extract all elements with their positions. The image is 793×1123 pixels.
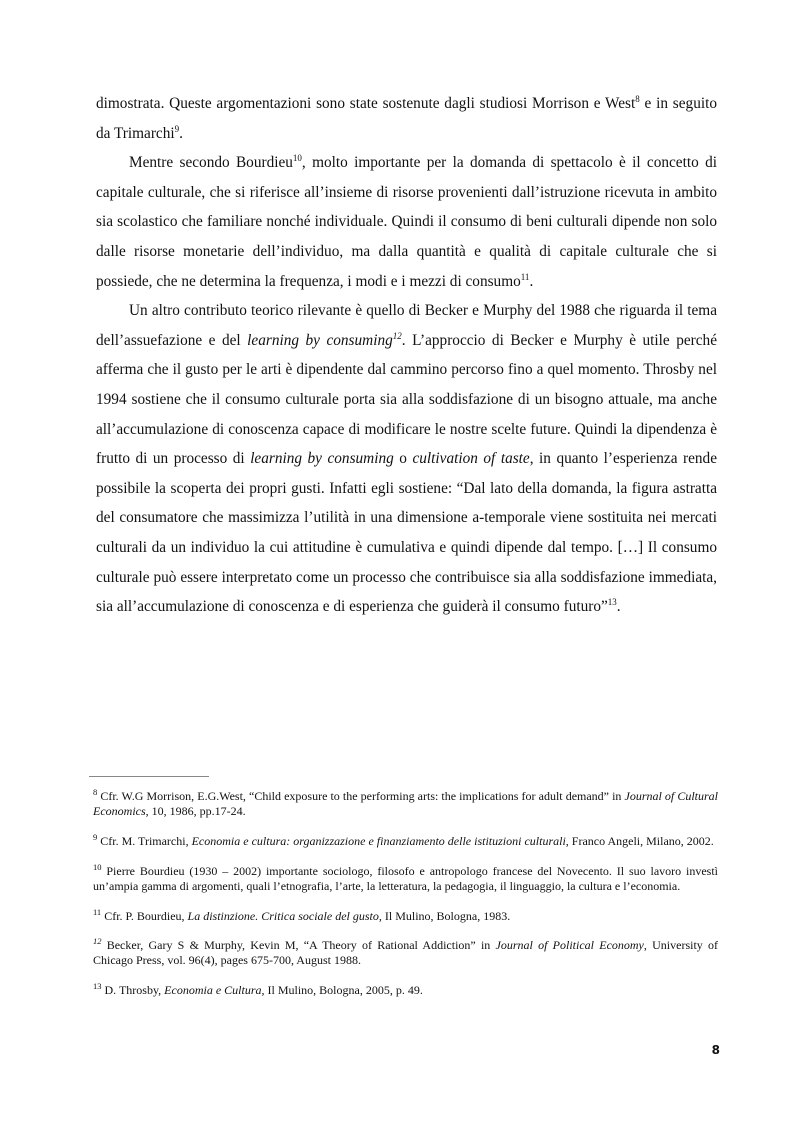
footnote-ref-9[interactable]: 9 (174, 123, 180, 134)
footnote-text: Cfr. P. Bourdieu, (101, 908, 188, 923)
footnote-text: D. Throsby, (101, 983, 165, 998)
body-text (96, 89, 717, 622)
footnote-number: 12 (93, 936, 102, 947)
footnote-text: , University of Chicago Press, vol. 96(4), pages 675-700, August 1988. (93, 938, 719, 968)
footnote-text: , 10, 1986, pp.17-24. (145, 804, 246, 819)
footnotes (93, 789, 718, 1013)
footnote-text: Becker, Gary S & Murphy, Kevin M, “A Theory of Rational Addiction” in (101, 938, 496, 953)
text-run: . (529, 272, 534, 290)
text-run: . (179, 124, 183, 142)
text-run: Mentre secondo Bourdieu (129, 154, 293, 172)
text-run: dimostrata. Queste argomentazioni sono state sostenute dagli studiosi Morrison e West (96, 95, 636, 112)
text-run: e in seguito da Trimarchi (96, 95, 717, 142)
footnote-number: 13 (93, 981, 102, 992)
page-number: 8 (711, 1043, 720, 1057)
footnote-ref-13[interactable]: 13 (607, 597, 617, 608)
footnote-text: Cfr. M. Trimarchi, (97, 833, 192, 848)
footnote-12 (93, 938, 718, 968)
footnote-title: Journal of Political Economy (495, 938, 644, 953)
footnote-11 (93, 906, 718, 924)
footnote-9 (93, 831, 718, 849)
footnote-8 (93, 789, 718, 819)
paragraph-2 (96, 148, 717, 296)
footnote-text: Il Mulino, Bologna, 2005, p. 49. (264, 983, 423, 998)
text-run: o (393, 450, 413, 468)
footnote-text: , Franco Angeli, Milano, 2002. (565, 833, 714, 848)
footnote-number: 11 (93, 906, 102, 917)
footnote-ref-12[interactable]: 12 (392, 330, 402, 341)
footnote-title: Economia e cultura: organizzazione e finanziamento delle istituzioni culturali (191, 833, 566, 848)
text-run: . (616, 598, 621, 616)
footnote-text: Cfr. W.G Morrison, E.G.West, “Child exposure to the performing arts: the implications for adult demand” in (97, 789, 625, 803)
footnote-text: Pierre Bourdieu (1930 – 2002) importante sociologo, filosofo e antropologo francese del Novecento. Il suo lavoro investì un’ampia gamma di argomenti, quali l’etnografia, l’arte, la letteratura, la pedagogia, il linguaggio, la cultura e l’economia. (93, 863, 718, 893)
footnote-ref-11[interactable]: 11 (520, 271, 530, 282)
footnote-text: Il Mulino, Bologna, 1983. (381, 908, 511, 923)
footnote-ref-10[interactable]: 10 (292, 153, 302, 164)
footnote-separator (89, 776, 209, 777)
text-run: , in quanto l’esperienza rende possibile la scoperta dei propri gusti. Infatti egli sostiene: “Dal lato della domanda, la figura astratta del consumatore che massimizza l’utilità in una dimensione a-temporale viene sostituita nei mercati culturali da un individuo la cui attitudine è cumulativa e quindi dipende dal tempo. […] Il consumo culturale può essere interpretato come un processo che contribuisce sia alla soddisfazione immediata, sia all’accumulazione di conoscenza e di esperienza che guiderà il consumo futuro” (96, 450, 717, 616)
footnote-number: 9 (93, 831, 98, 842)
text-run: , molto importante per la domanda di spettacolo è il concetto di capitale culturale, che si riferisce all’insieme di risorse provenienti dall’istruzione ricevuta in ambito sia scolastico che familiare nonché individuale. Quindi il consumo di beni culturali dipende non solo dalle risorse monetarie dell’individuo, ma dalla quantità e qualità di capitale culturale che si possiede, che ne determina la frequenza, i modi e i mezzi di consumo (96, 154, 717, 290)
footnote-number: 10 (93, 861, 102, 872)
footnote-number: 8 (93, 787, 98, 797)
paragraph-1 (96, 89, 717, 148)
footnote-10 (93, 861, 718, 894)
footnote-title: La distinzione. Critica sociale del gusto, (187, 908, 382, 923)
footnote-title: Economia e Cultura, (164, 983, 265, 998)
emphasis-learning-by-consuming: learning by consuming (250, 450, 394, 468)
emphasis-cultivation-of-taste: cultivation of taste (412, 450, 530, 468)
text-run: . L’approccio di Becker e Murphy è utile perché afferma che il gusto per le arti è dipendente dal cammino percorso fino a quel momento. Throsby nel 1994 sostiene che il consumo culturale porta sia alla soddisfazione di un bisogno attuale, ma anche all’accumulazione di conoscenza capace di modificare le nostre scelte future. Quindi la dipendenza è frutto di un processo di (96, 331, 717, 468)
footnote-title: Journal of Cultural Economics (93, 789, 719, 819)
footnote-ref-8[interactable]: 8 (635, 94, 640, 104)
emphasis-learning-by-consuming: learning by consuming (247, 331, 393, 349)
text-run: Un altro contributo teorico rilevante è quello di Becker e Murphy del 1988 che riguarda il tema dell’assuefazione e del (96, 302, 717, 349)
footnote-13 (93, 983, 718, 998)
paragraph-3 (96, 296, 717, 622)
